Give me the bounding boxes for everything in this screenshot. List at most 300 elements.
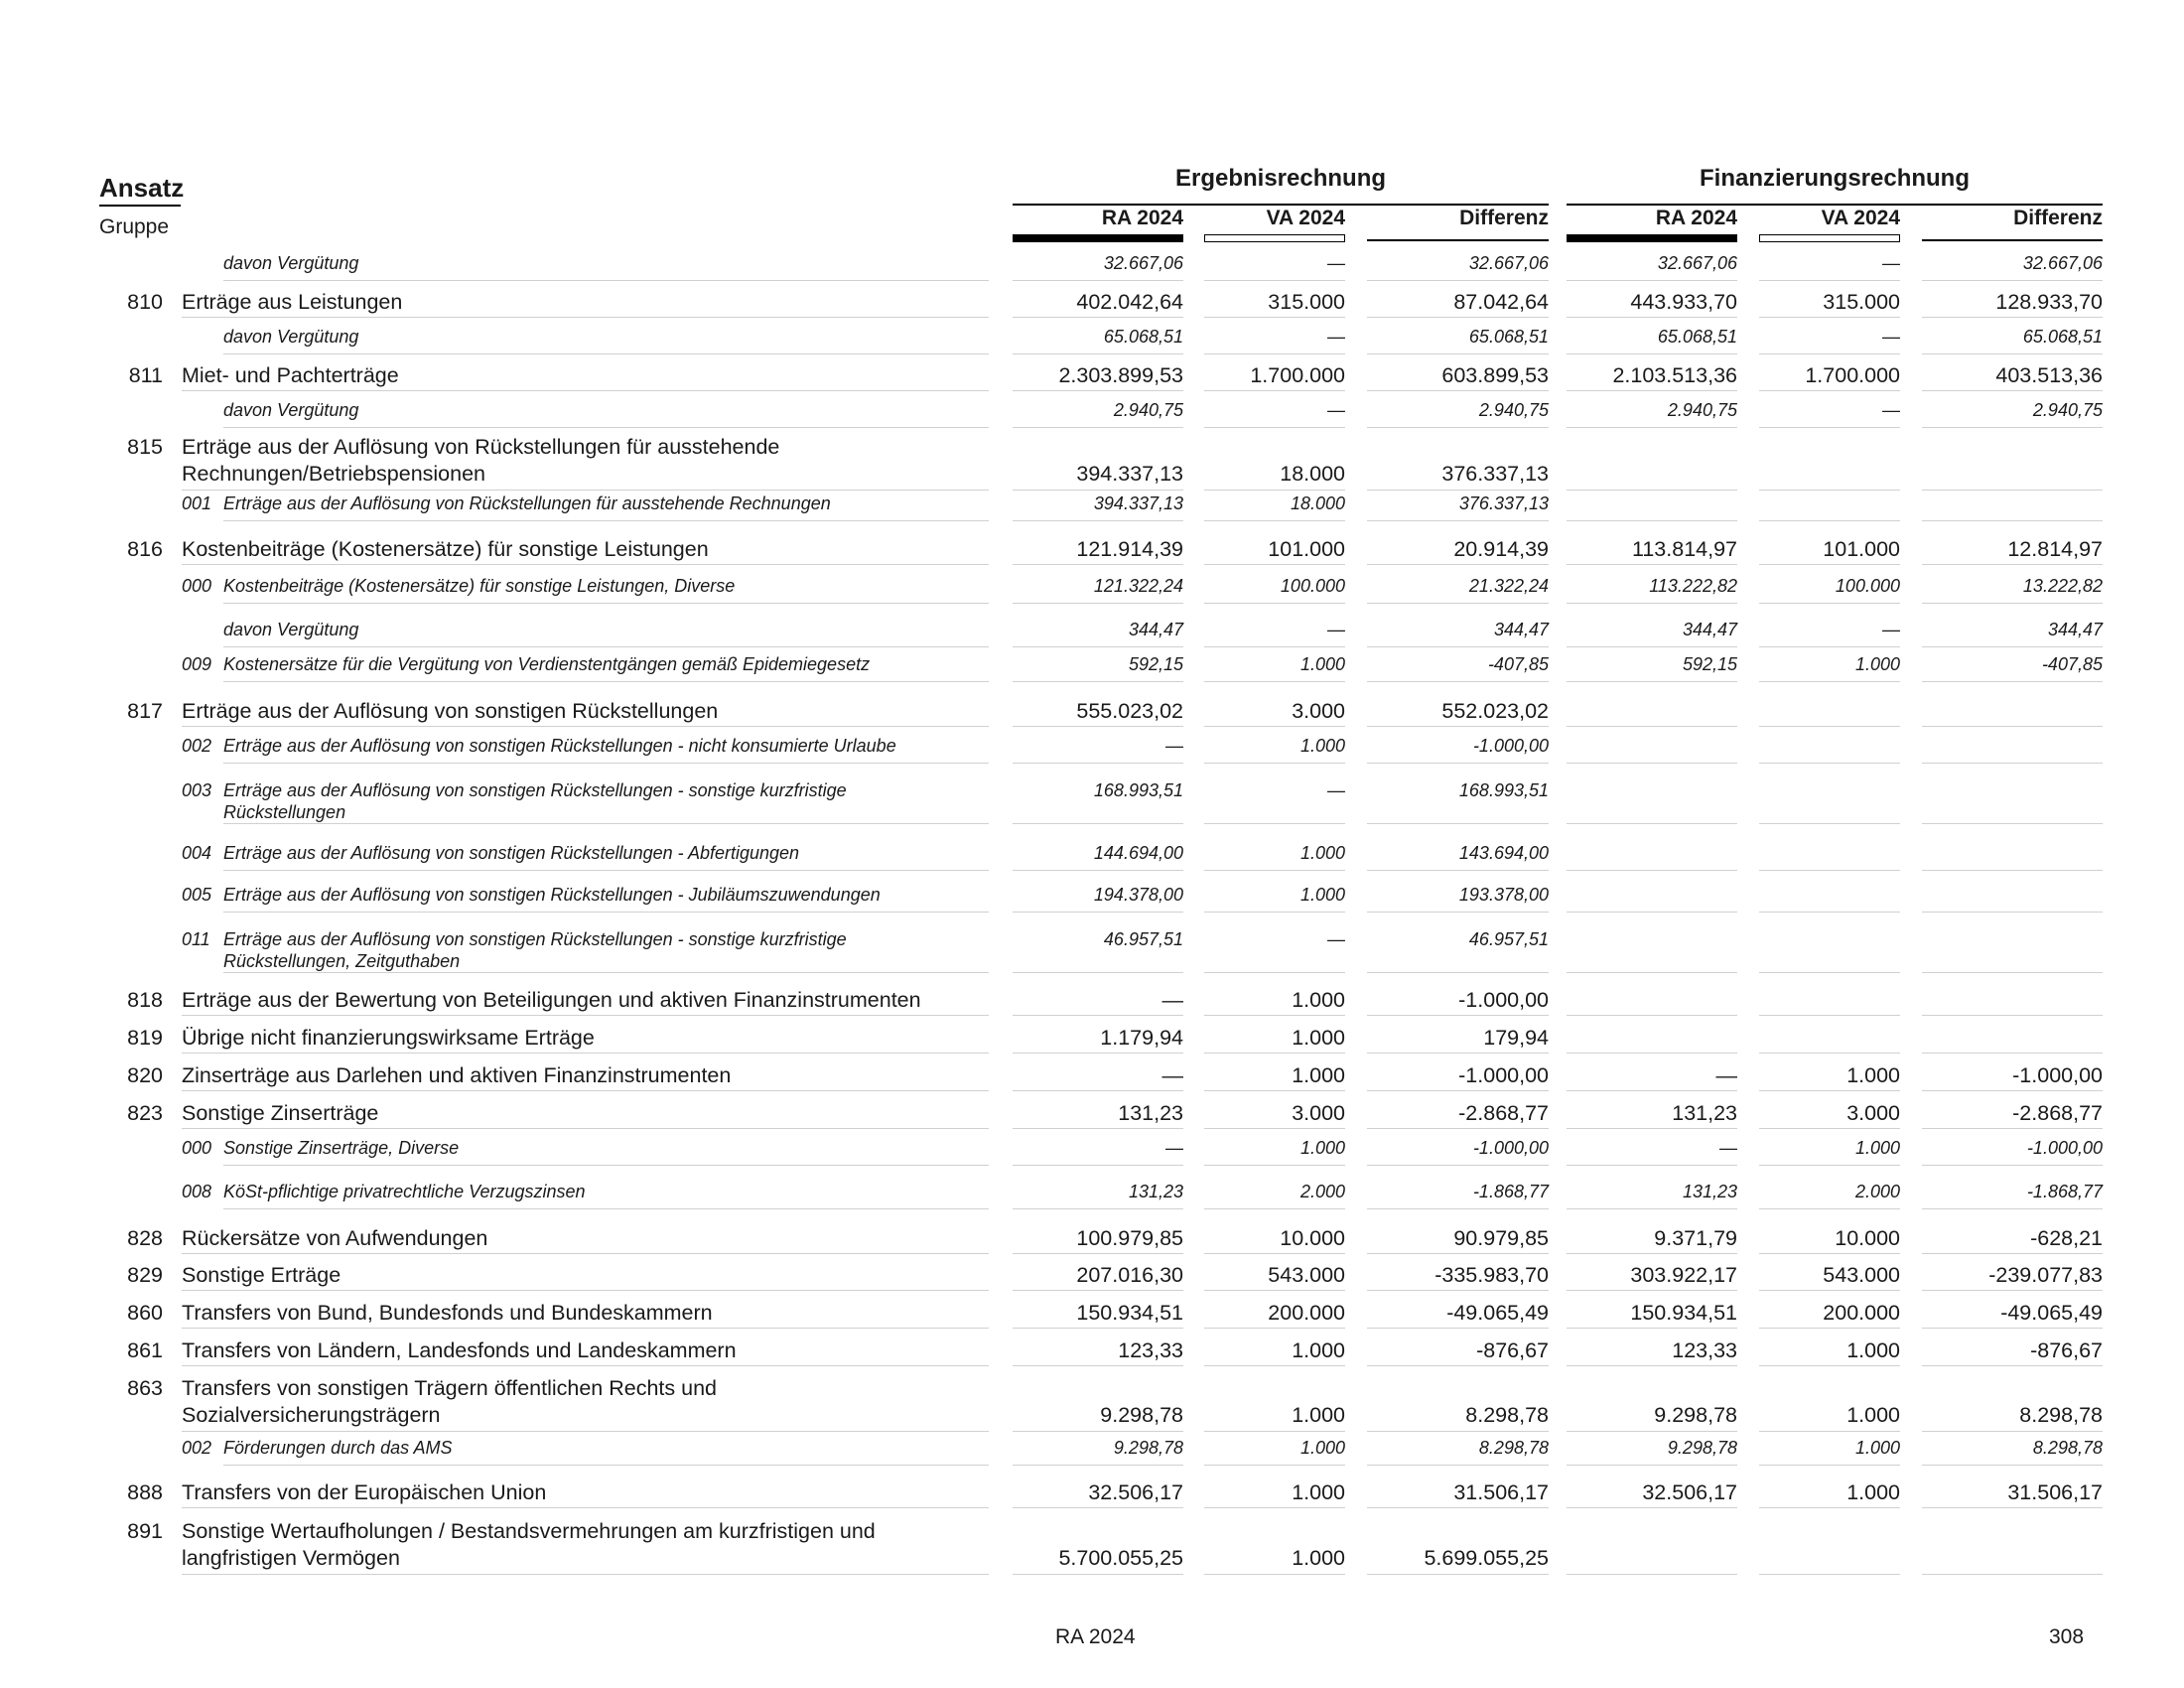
label-rule [182,1128,989,1129]
cell-rule [1204,912,1345,913]
row-label: davon Vergütung [223,327,359,347]
row-label: KöSt-pflichtige privatrechtliche Verzugszinsen [223,1182,586,1201]
cell-rule [1367,1507,1549,1508]
value-differenz-finanz: 8.298,78 [2019,1403,2103,1427]
subrow [0,885,2184,911]
value-va-ergebnis: — [1327,253,1345,273]
row-label: Transfers von der Europäischen Union [182,1480,547,1504]
cell-rule [1013,390,1183,391]
value-differenz-finanz: -2.868,77 [2012,1101,2103,1125]
table-row [0,290,2184,316]
value-va-ergebnis: 10.000 [1280,1226,1345,1250]
table-row [0,1301,2184,1327]
label-rule [223,646,989,647]
cell-rule [1759,1507,1900,1508]
value-differenz-ergebnis: 8.298,78 [1478,1438,1549,1458]
cell-rule [1922,317,2103,318]
cell-rule [1367,1465,1549,1466]
cell-rule [1922,280,2103,281]
label-rule [182,1015,989,1016]
cell-rule [1204,870,1345,871]
cell-rule [1204,1465,1345,1466]
value-va-ergebnis: 543.000 [1268,1263,1345,1287]
cell-rule [1922,972,2103,973]
cell-rule [1367,1328,1549,1329]
row-label: Sonstige Erträge [182,1263,341,1287]
label-rule [223,427,989,428]
subrow [0,620,2184,645]
row-label: Erträge aus Leistungen [182,290,403,314]
cell-rule [1367,823,1549,824]
value-ra-finanz: 131,23 [1682,1182,1737,1201]
value-va-ergebnis: 1.000 [1299,1438,1345,1458]
value-va-ergebnis: 18.000 [1280,462,1345,486]
cell-rule [1922,1165,2103,1166]
cell-rule [1567,1128,1737,1129]
value-va-finanz: 315.000 [1823,290,1900,314]
value-differenz-ergebnis: 376.337,13 [1441,462,1549,486]
cell-rule [1204,520,1345,521]
cell-rule [1567,1290,1737,1291]
value-va-ergebnis: 18.000 [1290,493,1345,513]
value-ra-finanz: 113.222,82 [1649,576,1737,596]
cell-rule [1013,1128,1183,1129]
cell-rule [1759,823,1900,824]
cell-rule [1013,1015,1183,1016]
row-code: 820 [127,1063,163,1087]
value-ra-ergebnis: 5.700.055,25 [1058,1546,1183,1570]
label-rule [182,1253,989,1254]
cell-rule [1922,1365,2103,1366]
value-differenz-ergebnis: -407,85 [1487,654,1549,674]
cell-rule [1759,353,1900,354]
table-row [0,1263,2184,1289]
cell-rule [1922,1574,2103,1575]
row-code: 000 [182,1138,212,1158]
value-differenz-finanz: 12.814,97 [2007,537,2103,561]
value-va-ergebnis: — [1327,327,1345,347]
cell-rule [1567,353,1737,354]
value-differenz-ergebnis: 376.337,13 [1458,493,1549,513]
cell-rule [1922,1053,2103,1054]
cell-rule [1367,317,1549,318]
section-ergebnisrechnung-rule [1013,204,1549,206]
cell-rule [1759,1165,1900,1166]
col-ra-2024-finanz: RA 2024 [1655,207,1737,229]
label-rule [223,280,989,281]
cell-rule [1204,681,1345,682]
cell-rule [1013,972,1183,973]
row-label: davon Vergütung [223,400,359,420]
value-va-ergebnis: 2.000 [1299,1182,1345,1201]
value-differenz-ergebnis: 32.667,06 [1468,253,1549,273]
label-rule [182,390,989,391]
label-rule [223,1465,989,1466]
cell-rule [1204,390,1345,391]
cell-rule [1759,1465,1900,1466]
value-ra-ergebnis: 555.023,02 [1076,699,1183,723]
row-label: Übrige nicht finanzierungswirksame Erträge [182,1026,595,1050]
value-ra-ergebnis: — [1165,736,1183,756]
row-code: 816 [127,537,163,561]
subrow [0,1138,2184,1164]
row-label: Transfers von Bund, Bundesfonds und Bundeskammern [182,1301,713,1325]
cell-rule [1567,1431,1737,1432]
value-differenz-ergebnis: 179,94 [1483,1026,1549,1050]
value-ra-finanz: 9.298,78 [1654,1403,1737,1427]
cell-rule [1367,870,1549,871]
row-label: Erträge aus der Auflösung von sonstigen Rückstellungen - Jubiläumszuwendungen [223,885,881,905]
cell-rule [1567,681,1737,682]
value-va-ergebnis: 1.000 [1292,988,1345,1012]
value-va-finanz: 200.000 [1823,1301,1900,1325]
value-va-ergebnis: 1.000 [1292,1338,1345,1362]
value-differenz-finanz: 13.222,82 [2022,576,2103,596]
value-va-ergebnis: — [1327,620,1345,639]
value-ra-ergebnis: — [1165,1138,1183,1158]
row-code: 828 [127,1226,163,1250]
cell-rule [1013,1365,1183,1366]
cell-rule [1922,1465,2103,1466]
cell-rule [1567,1365,1737,1366]
value-ra-finanz: 592,15 [1682,654,1737,674]
cell-rule [1013,646,1183,647]
table-row [0,363,2184,389]
row-code: 004 [182,843,212,863]
section-finanzierungsrechnung-rule [1567,204,2103,206]
value-va-finanz: — [1882,620,1900,639]
cell-rule [1204,564,1345,565]
value-differenz-ergebnis: 31.506,17 [1453,1480,1549,1504]
row-label: Rückersätze von Aufwendungen [182,1226,488,1250]
row-label: Sonstige Wertaufholungen / Bestandsvermehrungen am kurzfristigen und [182,1519,876,1543]
cell-rule [1922,1128,2103,1129]
row-code: 002 [182,736,212,756]
subrow [0,780,2184,822]
value-ra-ergebnis: 344,47 [1128,620,1183,639]
cell-rule [1204,1328,1345,1329]
value-va-ergebnis: 1.000 [1292,1026,1345,1050]
cell-rule [1567,1574,1737,1575]
cell-rule [1204,1365,1345,1366]
cell-rule [1567,1053,1737,1054]
table-row [0,1519,2184,1573]
value-ra-finanz: 131,23 [1672,1101,1737,1125]
value-differenz-finanz: 65.068,51 [2022,327,2103,347]
row-code: 008 [182,1182,212,1201]
cell-rule [1204,763,1345,764]
cell-rule [1367,1015,1549,1016]
cell-rule [1759,490,1900,491]
value-differenz-finanz: -49.065,49 [2000,1301,2103,1325]
cell-rule [1367,1165,1549,1166]
label-rule [182,1328,989,1329]
cell-rule [1759,1365,1900,1366]
value-ra-finanz: 2.940,75 [1667,400,1737,420]
row-code: 823 [127,1101,163,1125]
ra-filled-swatch [1567,234,1737,242]
cell-rule [1013,1253,1183,1254]
value-differenz-ergebnis: -2.868,77 [1458,1101,1549,1125]
cell-rule [1922,564,2103,565]
cell-rule [1759,1290,1900,1291]
value-differenz-ergebnis: 603.899,53 [1441,363,1549,387]
cell-rule [1013,1053,1183,1054]
cell-rule [1759,317,1900,318]
cell-rule [1759,564,1900,565]
cell-rule [1013,1090,1183,1091]
value-ra-ergebnis: 121.322,24 [1093,576,1183,596]
value-ra-finanz: 32.506,17 [1642,1480,1737,1504]
value-va-ergebnis: 1.000 [1299,885,1345,905]
cell-rule [1013,1290,1183,1291]
value-va-finanz: — [1882,327,1900,347]
value-va-finanz: 101.000 [1823,537,1900,561]
gruppe-heading: Gruppe [99,215,170,238]
cell-rule [1013,1574,1183,1575]
cell-rule [1567,823,1737,824]
cell-rule [1204,317,1345,318]
value-ra-ergebnis: 394.337,13 [1093,493,1183,513]
value-differenz-ergebnis: 21.322,24 [1468,576,1549,596]
value-ra-ergebnis: 100.979,85 [1076,1226,1183,1250]
cell-rule [1567,972,1737,973]
label-rule [223,1208,989,1209]
cell-rule [1013,726,1183,727]
label-rule [182,726,989,727]
value-differenz-finanz: -1.868,77 [2026,1182,2103,1201]
value-differenz-ergebnis: 5.699.055,25 [1424,1546,1549,1570]
cell-rule [1013,317,1183,318]
value-va-ergebnis: 315.000 [1268,290,1345,314]
table-row [0,1226,2184,1252]
value-differenz-finanz: -407,85 [2041,654,2103,674]
cell-rule [1204,1253,1345,1254]
ra-filled-swatch [1013,234,1183,242]
value-ra-finanz: 344,47 [1682,620,1737,639]
value-ra-ergebnis: 144.694,00 [1093,843,1183,863]
cell-rule [1759,390,1900,391]
cell-rule [1367,763,1549,764]
value-va-ergebnis: 200.000 [1268,1301,1345,1325]
value-va-finanz: 100.000 [1835,576,1900,596]
cell-rule [1759,912,1900,913]
value-ra-ergebnis: 46.957,51 [1103,929,1183,949]
cell-rule [1367,1128,1549,1129]
cell-rule [1922,390,2103,391]
value-va-finanz: 3.000 [1846,1101,1900,1125]
cell-rule [1567,763,1737,764]
cell-rule [1759,870,1900,871]
cell-rule [1204,1431,1345,1432]
cell-rule [1567,1208,1737,1209]
label-rule [223,353,989,354]
cell-rule [1367,1053,1549,1054]
value-va-ergebnis: 1.000 [1292,1480,1345,1504]
row-label-continued: Rechnungen/Betriebspensionen [182,462,486,486]
cell-rule [1922,603,2103,604]
cell-rule [1367,390,1549,391]
cell-rule [1204,823,1345,824]
footer-document-label: RA 2024 [1055,1625,1136,1648]
value-differenz-ergebnis: -335.983,70 [1434,1263,1549,1287]
cell-rule [1759,972,1900,973]
row-label: Sonstige Zinserträge, Diverse [223,1138,460,1158]
cell-rule [1204,1053,1345,1054]
value-ra-finanz: 9.371,79 [1654,1226,1737,1250]
value-differenz-ergebnis: 87.042,64 [1453,290,1549,314]
value-ra-ergebnis: 32.667,06 [1103,253,1183,273]
cell-rule [1567,726,1737,727]
value-differenz-ergebnis: -1.000,00 [1472,736,1549,756]
row-code: 009 [182,654,212,674]
cell-rule [1013,870,1183,871]
value-differenz-finanz: -1.000,00 [2026,1138,2103,1158]
row-label: Kostenbeiträge (Kostenersätze) für sonstige Leistungen, Diverse [223,576,736,596]
cell-rule [1367,353,1549,354]
label-rule [223,1165,989,1166]
cell-rule [1922,490,2103,491]
cell-rule [1204,490,1345,491]
cell-rule [1567,280,1737,281]
cell-rule [1567,1328,1737,1329]
cell-rule [1922,520,2103,521]
section-finanzierungsrechnung-title: Finanzierungsrechnung [1699,165,1970,192]
value-differenz-ergebnis: 193.378,00 [1458,885,1549,905]
subrow [0,1182,2184,1207]
row-label: Erträge aus der Auflösung von sonstigen Rückstellungen [182,699,719,723]
value-va-ergebnis: 1.000 [1299,654,1345,674]
row-label-continued: Sozialversicherungsträgern [182,1403,441,1427]
row-code: 819 [127,1026,163,1050]
value-differenz-ergebnis: -1.000,00 [1458,988,1549,1012]
cell-rule [1013,912,1183,913]
cell-rule [1204,1015,1345,1016]
cell-rule [1759,726,1900,727]
differenz-line-swatch [1367,239,1549,241]
value-va-finanz: 1.000 [1854,1438,1900,1458]
value-ra-ergebnis: 32.506,17 [1088,1480,1183,1504]
label-rule [182,490,989,491]
va-outline-swatch [1204,234,1345,242]
cell-rule [1759,520,1900,521]
cell-rule [1567,390,1737,391]
cell-rule [1922,681,2103,682]
row-label: Erträge aus der Bewertung von Beteiligungen und aktiven Finanzinstrumenten [182,988,921,1012]
cell-rule [1759,681,1900,682]
cell-rule [1204,1507,1345,1508]
cell-rule [1013,1165,1183,1166]
cell-rule [1013,520,1183,521]
cell-rule [1759,1053,1900,1054]
value-differenz-finanz: 2.940,75 [2032,400,2103,420]
row-label: Förderungen durch das AMS [223,1438,453,1458]
cell-rule [1367,520,1549,521]
value-ra-finanz: 2.103.513,36 [1612,363,1737,387]
value-ra-ergebnis: — [1161,988,1183,1012]
cell-rule [1367,427,1549,428]
row-code: 888 [127,1480,163,1504]
value-ra-finanz: 113.814,97 [1631,537,1737,561]
cell-rule [1567,1253,1737,1254]
va-outline-swatch [1759,234,1900,242]
cell-rule [1759,280,1900,281]
value-ra-finanz: — [1715,1063,1737,1087]
cell-rule [1922,726,2103,727]
value-differenz-finanz: 8.298,78 [2032,1438,2103,1458]
row-code: 005 [182,885,212,905]
cell-rule [1759,1015,1900,1016]
cell-rule [1759,1090,1900,1091]
cell-rule [1567,1015,1737,1016]
subrow [0,493,2184,519]
value-differenz-ergebnis: -1.868,77 [1472,1182,1549,1201]
cell-rule [1367,564,1549,565]
cell-rule [1759,1253,1900,1254]
value-differenz-ergebnis: 65.068,51 [1468,327,1549,347]
cell-rule [1367,280,1549,281]
cell-rule [1013,353,1183,354]
row-code: 002 [182,1438,212,1458]
cell-rule [1013,603,1183,604]
row-code: 815 [127,435,163,459]
value-differenz-ergebnis: 46.957,51 [1468,929,1549,949]
cell-rule [1759,646,1900,647]
value-ra-finanz: 9.298,78 [1667,1438,1737,1458]
value-va-ergebnis: 1.000 [1292,1063,1345,1087]
cell-rule [1567,427,1737,428]
subrow [0,253,2184,279]
section-ergebnisrechnung-title: Ergebnisrechnung [1174,165,1387,192]
value-differenz-ergebnis: 344,47 [1493,620,1549,639]
value-ra-ergebnis: 2.940,75 [1113,400,1183,420]
value-differenz-ergebnis: 90.979,85 [1453,1226,1549,1250]
cell-rule [1922,1431,2103,1432]
table-row [0,537,2184,563]
value-differenz-ergebnis: -876,67 [1476,1338,1549,1362]
label-rule [223,603,989,604]
value-va-ergebnis: — [1327,400,1345,420]
cell-rule [1567,317,1737,318]
row-label: davon Vergütung [223,620,359,639]
cell-rule [1759,1574,1900,1575]
value-ra-ergebnis: 194.378,00 [1093,885,1183,905]
table-row [0,1026,2184,1052]
value-va-ergebnis: 1.000 [1299,843,1345,863]
value-differenz-finanz: 32.667,06 [2022,253,2103,273]
cell-rule [1922,1328,2103,1329]
row-code: 829 [127,1263,163,1287]
cell-rule [1204,603,1345,604]
cell-rule [1567,490,1737,491]
value-ra-finanz: 303.922,17 [1630,1263,1737,1287]
value-differenz-ergebnis: 20.914,39 [1453,537,1549,561]
col-va-2024-ergebnis: VA 2024 [1266,207,1345,229]
row-label: Miet- und Pachterträge [182,363,399,387]
row-label: Erträge aus der Auflösung von sonstigen Rückstellungen - sonstige kurzfristige [223,929,847,949]
cell-rule [1367,1253,1549,1254]
row-code: 891 [127,1519,163,1543]
label-rule [223,763,989,764]
value-va-ergebnis: 1.000 [1292,1403,1345,1427]
col-differenz-ergebnis: Differenz [1459,207,1549,229]
row-code: 818 [127,988,163,1012]
cell-rule [1367,1290,1549,1291]
value-differenz-ergebnis: 8.298,78 [1465,1403,1549,1427]
cell-rule [1204,1090,1345,1091]
value-ra-finanz: 65.068,51 [1657,327,1737,347]
cell-rule [1013,763,1183,764]
